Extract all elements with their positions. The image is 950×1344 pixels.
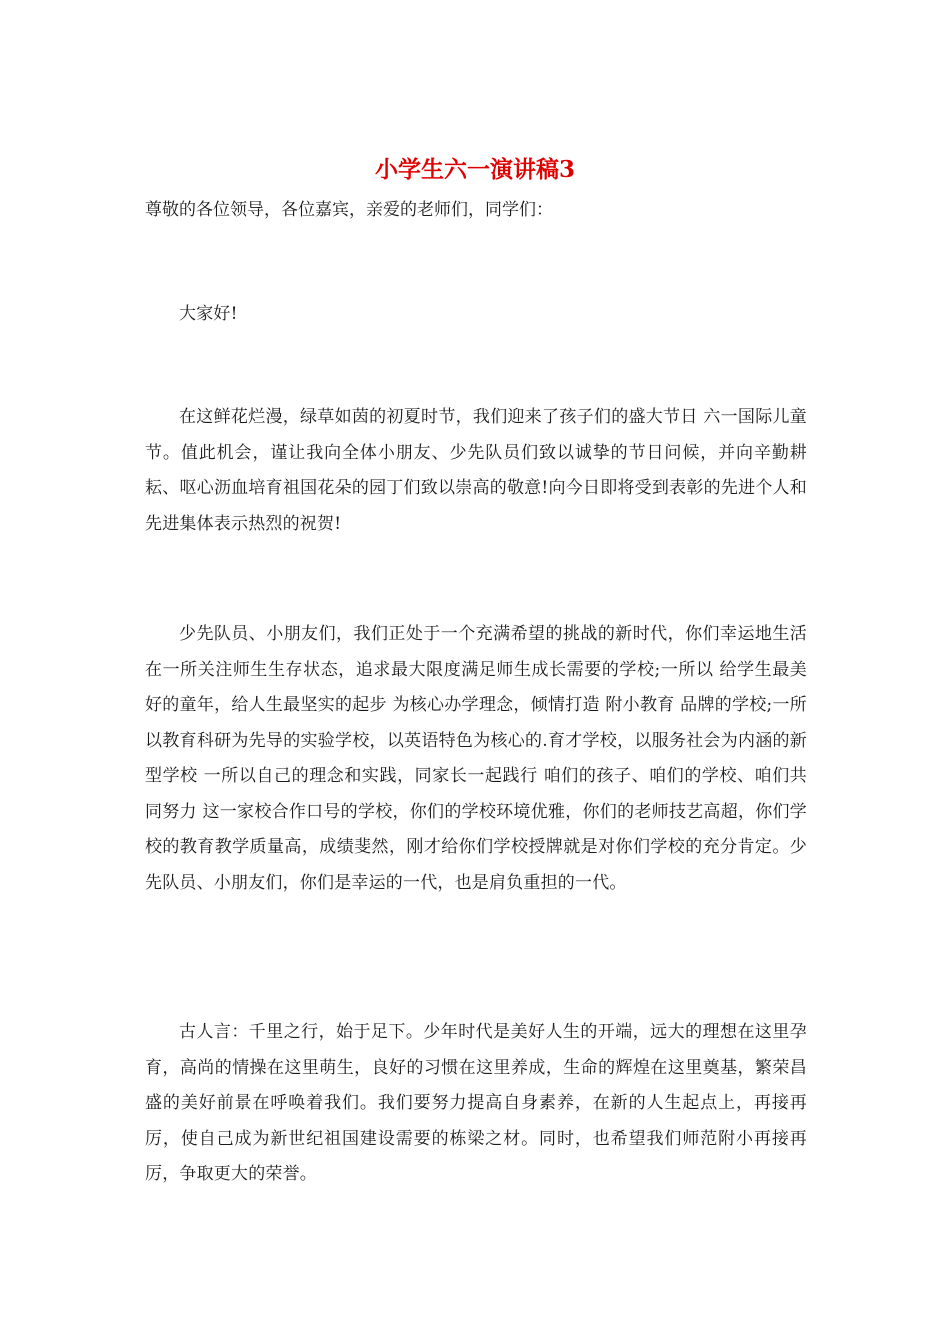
paragraph-festival-greeting: 在这鲜花烂漫，绿草如茵的初夏时节，我们迎来了孩子们的盛大节日 六一国际儿童节。值此机会，谨让我向全体小朋友、少先队员们致以诚挚的节日问候，并向辛勤耕耘、呕心沥血培育祖国花朵的园丁们致以崇高的敬意!向今日即将受到表彰的先进个人和先进集体表示热烈的祝贺!: [145, 407, 807, 534]
paragraph-closing-hopes: 古人言：千里之行，始于足下。少年时代是美好人生的开端，远大的理想在这里孕育，高尚的情操在这里萌生，良好的习惯在这里养成，生命的辉煌在这里奠基，繁荣昌盛的美好前景在呼唤着我们。我们要努力提高自身素养，在新的人生起点上，再接再厉，使自己成为新世纪祖国建设需要的栋梁之材。同时，也希望我们师范附小再接再厉，争取更大的荣誉。: [145, 1022, 807, 1184]
salutation: 尊敬的各位领导，各位嘉宾，亲爱的老师们，同学们：: [145, 200, 553, 220]
document-title: 小学生六一演讲稿3: [374, 156, 575, 183]
paragraph-school-introduction: 少先队员、小朋友们，我们正处于一个充满希望的挑战的新时代，你们幸运地生活在一所关注师生生存状态，追求最大限度满足师生成长需要的学校;一所以 给学生最美好的童年，给人生最坚实的起步 为核心办学理念，倾情打造 附小教育 品牌的学校;一所 以教育科研为先导的实验学校，以英语特色为核心的.育才学校，以服务社会为内涵的新型学校 一所以自己的理念和实践，同家长一起践行 咱们的孩子、咱们的学校、咱们共同努力 这一家校合作口号的学校，你们的学校环境优雅，你们的老师技艺高超，你们学校的教育教学质量高，成绩斐然，刚才给你们学校授牌就是对你们学校的充分肯定。少先队员、小朋友们，你们是幸运的一代，也是肩负重担的一代。: [145, 624, 807, 893]
paragraph-greeting: 大家好!: [179, 304, 238, 324]
